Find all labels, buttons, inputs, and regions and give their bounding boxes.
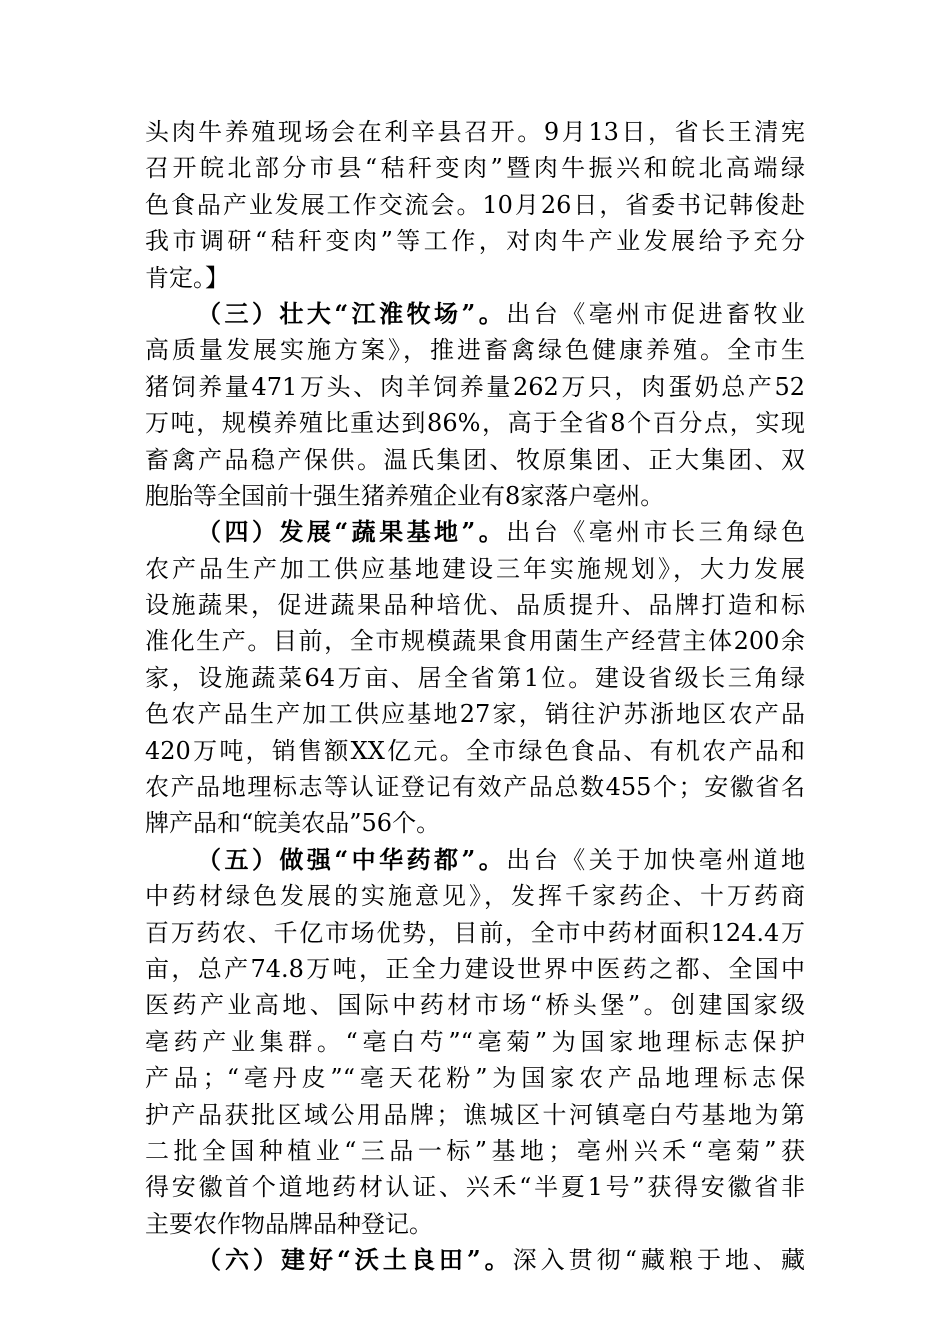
line-text: 出台《亳州市长三角绿色 bbox=[506, 518, 805, 547]
text-line bbox=[145, 1060, 805, 1096]
section-heading-line bbox=[145, 842, 805, 878]
section-heading-line bbox=[145, 1242, 805, 1278]
text-line bbox=[145, 332, 805, 368]
text-line bbox=[145, 878, 805, 914]
text-line bbox=[145, 915, 805, 951]
line-text: 准化生产。目前，全市规模蔬果食用菌生产经营主体200余 bbox=[145, 627, 805, 656]
section-heading: （三）壮大“江淮牧场”。 bbox=[197, 298, 507, 328]
line-text: 深入贯彻“藏粮于地、藏 bbox=[512, 1246, 805, 1275]
line-text: 出台《关于加快亳州道地 bbox=[506, 845, 805, 874]
line-text: 牌产品和“皖美农品”56个。 bbox=[145, 809, 441, 838]
line-text: 出台《亳州市促进畜牧业 bbox=[506, 299, 805, 328]
text-line bbox=[145, 1097, 805, 1133]
text-line bbox=[145, 733, 805, 769]
text-line bbox=[145, 623, 805, 659]
text-line bbox=[145, 187, 805, 223]
line-text: 百万药农、千亿市场优势，目前，全市中药材面积124.4万 bbox=[145, 918, 805, 947]
line-text: 农产品地理标志等认证登记有效产品总数455个；安徽省名 bbox=[145, 773, 805, 802]
text-line bbox=[145, 551, 805, 587]
text-line bbox=[145, 1024, 805, 1060]
text-line bbox=[145, 114, 805, 150]
line-text: 畜禽产品稳产保供。温氏集团、牧原集团、正大集团、双 bbox=[145, 445, 805, 474]
line-text: 亩，总产74.8万吨，正全力建设世界中医药之都、全国中 bbox=[145, 954, 805, 983]
line-text: 头肉牛养殖现场会在利辛县召开。9月13日，省长王清宪 bbox=[145, 118, 805, 146]
line-text: 色食品产业发展工作交流会。10月26日，省委书记韩俊赴 bbox=[145, 190, 805, 219]
section-heading: （六）建好“沃土良田”。 bbox=[197, 1245, 513, 1275]
line-text: 420万吨，销售额XX亿元。全市绿色食品、有机农产品和 bbox=[145, 736, 805, 765]
text-line bbox=[145, 442, 805, 478]
text-line bbox=[145, 369, 805, 405]
section-heading-line bbox=[145, 514, 805, 550]
line-text: 设施蔬果，促进蔬果品种培优、品质提升、品牌打造和标 bbox=[145, 591, 805, 620]
line-text: 万吨，规模养殖比重达到86%，高于全省8个百分点，实现 bbox=[145, 409, 805, 438]
line-text: 得安徽首个道地药材认证、兴禾“半夏1号”获得安徽省非 bbox=[145, 1173, 805, 1202]
text-line bbox=[145, 260, 805, 296]
line-text: 肯定。】 bbox=[145, 263, 229, 292]
section-heading-line bbox=[145, 296, 805, 332]
text-line bbox=[145, 951, 805, 987]
text-line bbox=[145, 478, 805, 514]
text-line bbox=[145, 696, 805, 732]
line-text: 胞胎等全国前十强生猪养殖企业有8家落户亳州。 bbox=[145, 481, 665, 510]
section-heading: （四）发展“蔬果基地”。 bbox=[197, 517, 507, 547]
text-line bbox=[145, 805, 805, 841]
text-line bbox=[145, 769, 805, 805]
line-text: 猪饲养量471万头、肉羊饲养量262万只，肉蛋奶总产52 bbox=[145, 372, 805, 401]
text-line bbox=[145, 150, 805, 186]
text-line bbox=[145, 1206, 805, 1242]
body-text bbox=[145, 114, 805, 1279]
section-heading: （五）做强“中华药都”。 bbox=[197, 844, 507, 874]
text-line bbox=[145, 223, 805, 259]
text-line bbox=[145, 987, 805, 1023]
line-text: 召开皖北部分市县“秸秆变肉”暨肉牛振兴和皖北高端绿 bbox=[145, 154, 805, 183]
text-line bbox=[145, 660, 805, 696]
line-text: 医药产业高地、国际中药材市场“桥头堡”。创建国家级 bbox=[145, 991, 805, 1020]
text-line bbox=[145, 587, 805, 623]
line-text: 产品；“亳丹皮”“亳天花粉”为国家农产品地理标志保 bbox=[145, 1064, 805, 1093]
line-text: 二批全国种植业“三品一标”基地；亳州兴禾“亳菊”获 bbox=[145, 1136, 805, 1165]
text-line bbox=[145, 1169, 805, 1205]
line-text: 主要农作物品牌品种登记。 bbox=[145, 1209, 433, 1238]
line-text: 农产品生产加工供应基地建设三年实施规划》，大力发展 bbox=[145, 554, 805, 583]
line-text: 中药材绿色发展的实施意见》，发挥千家药企、十万药商 bbox=[145, 882, 805, 911]
line-text: 色农产品生产加工供应基地27家，销往沪苏浙地区农产品 bbox=[145, 700, 805, 729]
text-line bbox=[145, 405, 805, 441]
line-text: 亳药产业集群。“亳白芍”“亳菊”为国家地理标志保护 bbox=[145, 1027, 805, 1056]
text-line bbox=[145, 1133, 805, 1169]
line-text: 我市调研“秸秆变肉”等工作，对肉牛产业发展给予充分 bbox=[145, 227, 805, 256]
line-text: 护产品获批区域公用品牌；谯城区十河镇亳白芍基地为第 bbox=[145, 1100, 805, 1129]
line-text: 高质量发展实施方案》，推进畜禽绿色健康养殖。全市生 bbox=[145, 336, 805, 365]
line-text: 家，设施蔬菜64万亩、居全省第1位。建设省级长三角绿 bbox=[145, 663, 805, 692]
